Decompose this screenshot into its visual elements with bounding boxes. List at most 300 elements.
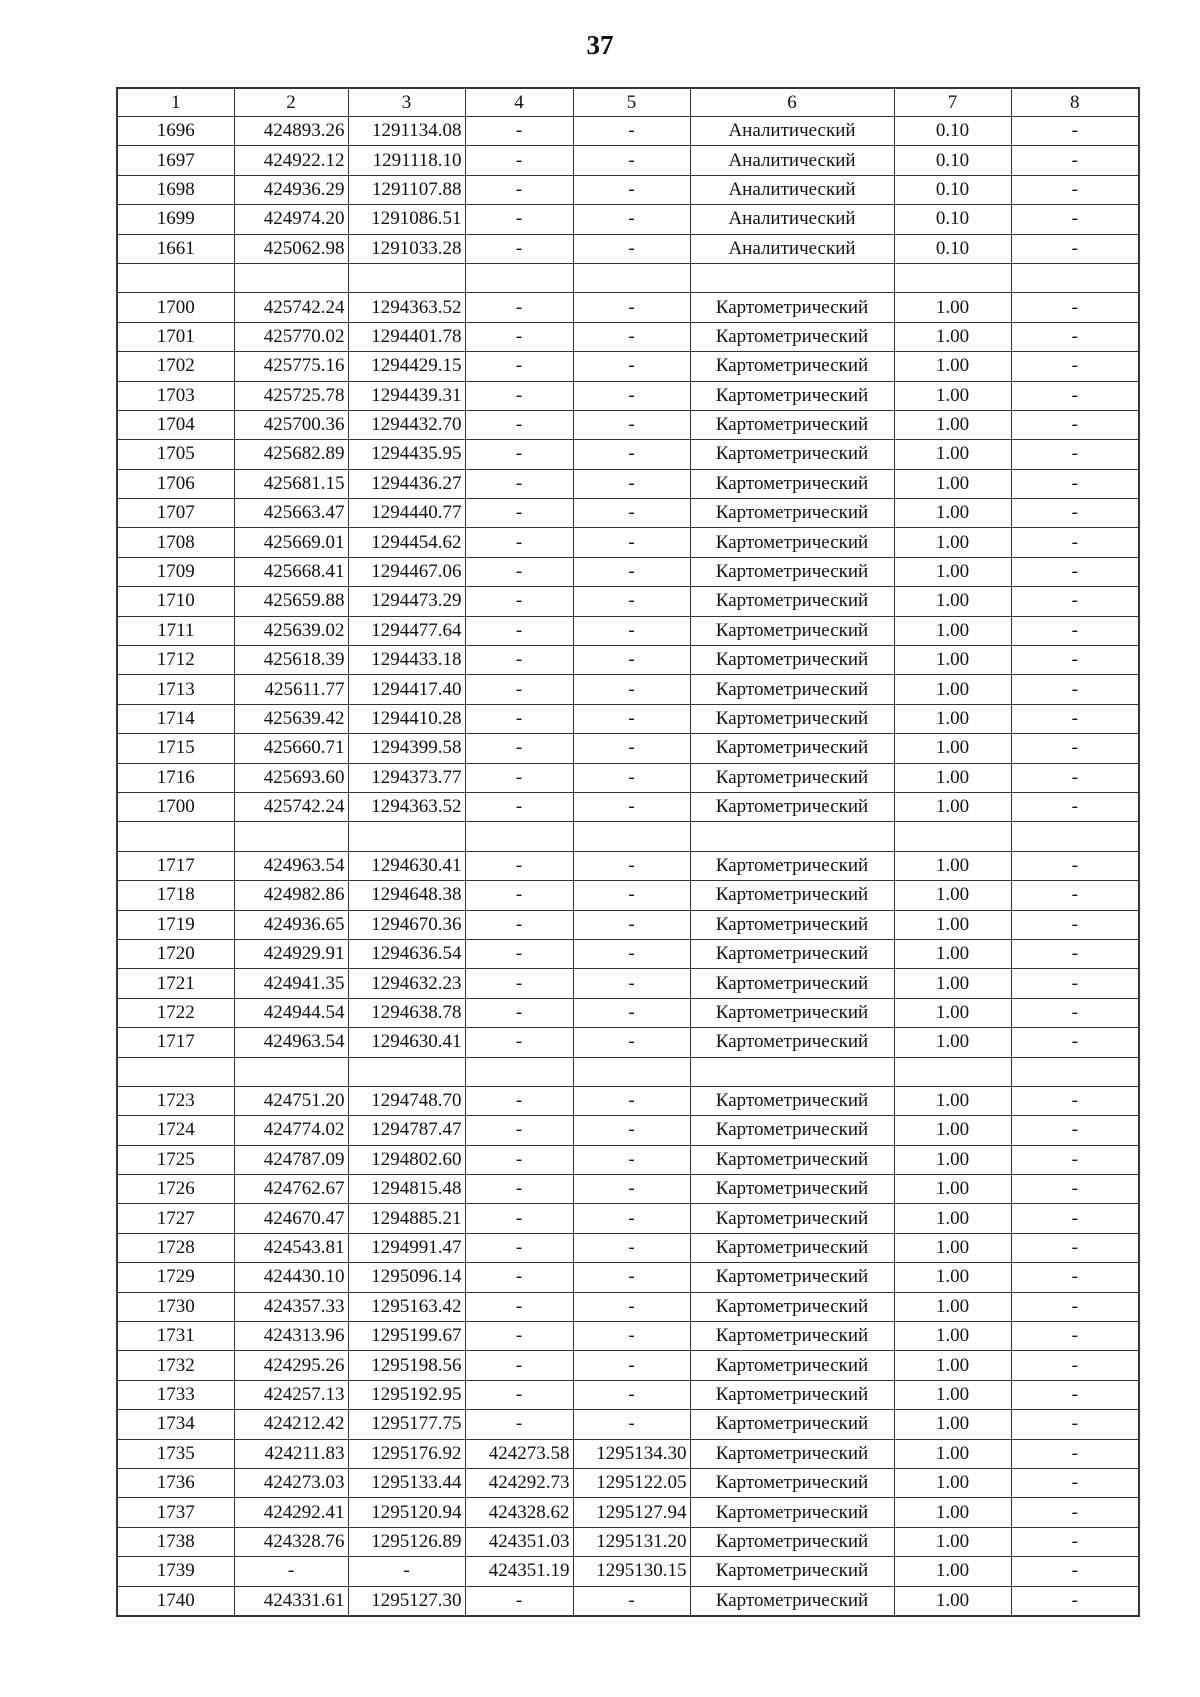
table-cell-col-3: 1294440.77: [348, 499, 465, 528]
table-cell-col-8: -: [1011, 146, 1139, 175]
table-cell-col-7: 1.00: [894, 646, 1011, 675]
table-cell-col-6: Картометрический: [690, 616, 894, 645]
table-cell-col-6: Картометрический: [690, 1351, 894, 1380]
table-row: [117, 469, 1139, 498]
table-cell-col-1: 1700: [117, 293, 234, 322]
table-cell-col-5: -: [573, 205, 690, 234]
table-cell-col-8: -: [1011, 205, 1139, 234]
table-cell-col-7: 1.00: [894, 910, 1011, 939]
table-cell-col-1: 1717: [117, 851, 234, 880]
table-row: [117, 117, 1139, 146]
table-cell-col-8: -: [1011, 763, 1139, 792]
table-row: [117, 205, 1139, 234]
table-cell-col-5: -: [573, 322, 690, 351]
table-cell-col-5: -: [573, 792, 690, 821]
table-cell-col-8: -: [1011, 1233, 1139, 1262]
table-cell-col-1: 1732: [117, 1351, 234, 1380]
table-cell-col-8: [1011, 822, 1139, 851]
table-cell-col-1: 1724: [117, 1116, 234, 1145]
table-cell-col-3: 1294373.77: [348, 763, 465, 792]
table-cell-col-5: -: [573, 117, 690, 146]
table-cell-col-2: 424295.26: [234, 1351, 348, 1380]
table-cell-col-2: 425639.42: [234, 704, 348, 733]
table-cell-col-5: -: [573, 939, 690, 968]
table-cell-col-1: [117, 822, 234, 851]
table-cell-col-4: -: [465, 998, 573, 1027]
table-cell-col-7: 1.00: [894, 704, 1011, 733]
table-cell-col-5: -: [573, 616, 690, 645]
table-cell-col-1: 1728: [117, 1233, 234, 1262]
table-cell-col-1: 1726: [117, 1175, 234, 1204]
table-cell-col-4: -: [465, 587, 573, 616]
table-cell-col-5: -: [573, 704, 690, 733]
table-cell-col-2: 424357.33: [234, 1292, 348, 1321]
table-cell-col-1: 1709: [117, 557, 234, 586]
table-cell-col-4: -: [465, 1086, 573, 1115]
table-cell-col-4: -: [465, 117, 573, 146]
table-cell-col-2: 425660.71: [234, 734, 348, 763]
table-cell-col-4: 424351.03: [465, 1527, 573, 1556]
table-cell-col-1: 1722: [117, 998, 234, 1027]
table-cell-col-1: 1698: [117, 175, 234, 204]
table-cell-col-3: 1294477.64: [348, 616, 465, 645]
table-cell-col-7: 1.00: [894, 1028, 1011, 1057]
table-cell-col-6: Картометрический: [690, 1586, 894, 1616]
table-cell-col-2: 424313.96: [234, 1322, 348, 1351]
table-cell-col-6: Картометрический: [690, 1410, 894, 1439]
table-cell-col-3: 1295176.92: [348, 1439, 465, 1468]
table-cell-col-1: 1734: [117, 1410, 234, 1439]
table-cell-col-6: Картометрический: [690, 1263, 894, 1292]
table-cell-col-2: 424974.20: [234, 205, 348, 234]
table-cell-col-2: 424331.61: [234, 1586, 348, 1616]
table-cell-col-8: -: [1011, 969, 1139, 998]
table-cell-col-2: 425663.47: [234, 499, 348, 528]
table-cell-col-5: -: [573, 969, 690, 998]
table-cell-col-4: -: [465, 1175, 573, 1204]
table-cell-col-8: -: [1011, 1028, 1139, 1057]
table-cell-col-5: -: [573, 1263, 690, 1292]
table-cell-col-4: -: [465, 910, 573, 939]
table-cell-col-7: 0.10: [894, 234, 1011, 263]
table-cell-col-4: -: [465, 1116, 573, 1145]
table-cell-col-4: -: [465, 1028, 573, 1057]
table-cell-col-7: 1.00: [894, 557, 1011, 586]
column-header-3: 3: [348, 88, 465, 117]
table-cell-col-7: 1.00: [894, 1233, 1011, 1262]
table-cell-col-3: 1294630.41: [348, 851, 465, 880]
table-cell-col-3: 1294885.21: [348, 1204, 465, 1233]
table-row: [117, 1498, 1139, 1527]
table-cell-col-1: 1706: [117, 469, 234, 498]
table-cell-col-7: [894, 822, 1011, 851]
table-cell-col-1: 1725: [117, 1145, 234, 1174]
table-cell-col-3: 1295096.14: [348, 1263, 465, 1292]
table-cell-col-6: Картометрический: [690, 1557, 894, 1586]
table-cell-col-3: 1294815.48: [348, 1175, 465, 1204]
table-cell-col-1: 1733: [117, 1380, 234, 1409]
table-cell-col-3: 1294787.47: [348, 1116, 465, 1145]
table-cell-col-8: -: [1011, 117, 1139, 146]
table-cell-col-2: 424922.12: [234, 146, 348, 175]
table-row: [117, 528, 1139, 557]
table-cell-col-4: -: [465, 557, 573, 586]
table-cell-col-5: -: [573, 1028, 690, 1057]
table-cell-col-8: -: [1011, 293, 1139, 322]
table-cell-col-6: Картометрический: [690, 792, 894, 821]
table-cell-col-7: 1.00: [894, 939, 1011, 968]
table-cell-col-1: 1735: [117, 1439, 234, 1468]
table-cell-col-1: 1738: [117, 1527, 234, 1556]
table-cell-col-6: [690, 822, 894, 851]
table-cell-col-4: 424328.62: [465, 1498, 573, 1527]
table-cell-col-8: -: [1011, 1116, 1139, 1145]
table-cell-col-5: -: [573, 352, 690, 381]
table-cell-col-5: -: [573, 910, 690, 939]
table-cell-col-7: 1.00: [894, 1145, 1011, 1174]
table-cell-col-1: 1716: [117, 763, 234, 792]
table-cell-col-8: -: [1011, 881, 1139, 910]
table-cell-col-4: -: [465, 646, 573, 675]
table-cell-col-2: 424929.91: [234, 939, 348, 968]
table-cell-col-8: -: [1011, 939, 1139, 968]
table-cell-col-6: Картометрический: [690, 1292, 894, 1321]
table-cell-col-7: 1.00: [894, 1292, 1011, 1321]
table-cell-col-8: -: [1011, 675, 1139, 704]
column-header-4: 4: [465, 88, 573, 117]
table-row: [117, 1557, 1139, 1586]
table-cell-col-2: 425611.77: [234, 675, 348, 704]
table-cell-col-6: Картометрический: [690, 1439, 894, 1468]
table-cell-col-8: -: [1011, 410, 1139, 439]
table-cell-col-4: -: [465, 293, 573, 322]
table-cell-col-1: 1704: [117, 410, 234, 439]
table-cell-col-2: 424893.26: [234, 117, 348, 146]
table-cell-col-4: -: [465, 675, 573, 704]
table-row: [117, 792, 1139, 821]
table-cell-col-7: 1.00: [894, 792, 1011, 821]
table-cell-col-7: 1.00: [894, 1263, 1011, 1292]
table-header-row: [117, 88, 1139, 117]
table-cell-col-5: -: [573, 587, 690, 616]
table-cell-col-6: Картометрический: [690, 322, 894, 351]
table-cell-col-1: 1710: [117, 587, 234, 616]
table-cell-col-2: 424982.86: [234, 881, 348, 910]
table-cell-col-6: Картометрический: [690, 998, 894, 1027]
table-row: [117, 1322, 1139, 1351]
table-cell-col-6: Картометрический: [690, 352, 894, 381]
table-cell-col-1: 1697: [117, 146, 234, 175]
table-cell-col-3: 1291134.08: [348, 117, 465, 146]
table-cell-col-8: -: [1011, 851, 1139, 880]
table-cell-col-3: 1294991.47: [348, 1233, 465, 1262]
table-cell-col-7: 1.00: [894, 881, 1011, 910]
table-cell-col-7: 1.00: [894, 851, 1011, 880]
table-cell-col-5: -: [573, 146, 690, 175]
table-cell-col-6: Картометрический: [690, 910, 894, 939]
table-cell-col-7: 1.00: [894, 587, 1011, 616]
table-cell-col-5: [573, 263, 690, 292]
table-cell-col-2: [234, 1057, 348, 1086]
table-cell-col-6: Картометрический: [690, 499, 894, 528]
table-cell-col-7: 1.00: [894, 1086, 1011, 1115]
table-row: [117, 998, 1139, 1027]
table-cell-col-4: -: [465, 1586, 573, 1616]
table-cell-col-3: 1291033.28: [348, 234, 465, 263]
table-cell-col-8: -: [1011, 1175, 1139, 1204]
table-cell-col-5: 1295122.05: [573, 1468, 690, 1497]
table-cell-col-2: 425669.01: [234, 528, 348, 557]
table-cell-col-7: 0.10: [894, 175, 1011, 204]
table-cell-col-3: 1294410.28: [348, 704, 465, 733]
table-cell-col-3: 1295177.75: [348, 1410, 465, 1439]
table-cell-col-1: 1711: [117, 616, 234, 645]
table-cell-col-3: 1294467.06: [348, 557, 465, 586]
table-cell-col-4: 424273.58: [465, 1439, 573, 1468]
table-cell-col-5: -: [573, 1145, 690, 1174]
table-row: [117, 1439, 1139, 1468]
table-cell-col-1: 1729: [117, 1263, 234, 1292]
table-cell-col-6: Картометрический: [690, 469, 894, 498]
table-cell-col-7: 1.00: [894, 763, 1011, 792]
table-cell-col-4: -: [465, 146, 573, 175]
table-row: [117, 1145, 1139, 1174]
table-cell-col-5: -: [573, 881, 690, 910]
table-cell-col-2: 424212.42: [234, 1410, 348, 1439]
table-cell-col-3: 1295199.67: [348, 1322, 465, 1351]
table-cell-col-3: 1294648.38: [348, 881, 465, 910]
table-cell-col-8: -: [1011, 1292, 1139, 1321]
table-cell-col-6: Картометрический: [690, 381, 894, 410]
table-cell-col-1: 1661: [117, 234, 234, 263]
table-cell-col-7: 1.00: [894, 322, 1011, 351]
table-cell-col-4: [465, 822, 573, 851]
table-cell-col-5: 1295131.20: [573, 1527, 690, 1556]
table-cell-col-6: Аналитический: [690, 234, 894, 263]
table-cell-col-7: 1.00: [894, 969, 1011, 998]
table-cell-col-7: 1.00: [894, 1439, 1011, 1468]
table-cell-col-3: 1294363.52: [348, 792, 465, 821]
table-cell-col-8: -: [1011, 1263, 1139, 1292]
table-cell-col-5: -: [573, 175, 690, 204]
table-cell-col-7: 1.00: [894, 1498, 1011, 1527]
table-cell-col-4: -: [465, 381, 573, 410]
table-cell-col-1: 1714: [117, 704, 234, 733]
table-cell-col-5: -: [573, 1116, 690, 1145]
table-cell-col-3: 1294435.95: [348, 440, 465, 469]
table-cell-col-3: 1295127.30: [348, 1586, 465, 1616]
table-cell-col-8: -: [1011, 616, 1139, 645]
table-row: [117, 1057, 1139, 1086]
table-cell-col-3: [348, 1057, 465, 1086]
table-cell-col-2: 424211.83: [234, 1439, 348, 1468]
table-cell-col-1: [117, 263, 234, 292]
table-cell-col-1: 1708: [117, 528, 234, 557]
table-cell-col-7: 1.00: [894, 352, 1011, 381]
table-cell-col-8: -: [1011, 910, 1139, 939]
table-cell-col-3: 1294670.36: [348, 910, 465, 939]
table-cell-col-1: 1701: [117, 322, 234, 351]
table-cell-col-6: Картометрический: [690, 734, 894, 763]
table-cell-col-7: 1.00: [894, 1380, 1011, 1409]
table-cell-col-7: 0.10: [894, 117, 1011, 146]
table-cell-col-4: -: [465, 322, 573, 351]
table-cell-col-3: 1294401.78: [348, 322, 465, 351]
table-cell-col-8: -: [1011, 499, 1139, 528]
table-cell-col-2: 425725.78: [234, 381, 348, 410]
table-cell-col-6: Аналитический: [690, 175, 894, 204]
table-cell-col-3: 1294632.23: [348, 969, 465, 998]
table-cell-col-2: 425693.60: [234, 763, 348, 792]
table-cell-col-7: 1.00: [894, 734, 1011, 763]
column-header-1: 1: [117, 88, 234, 117]
table-cell-col-5: -: [573, 675, 690, 704]
table-cell-col-1: 1702: [117, 352, 234, 381]
table-cell-col-3: 1294802.60: [348, 1145, 465, 1174]
table-cell-col-3: 1294363.52: [348, 293, 465, 322]
table-row: [117, 734, 1139, 763]
table-cell-col-7: 1.00: [894, 1468, 1011, 1497]
table-row: [117, 851, 1139, 880]
table-row: [117, 381, 1139, 410]
table-cell-col-1: 1699: [117, 205, 234, 234]
table-cell-col-1: [117, 1057, 234, 1086]
table-cell-col-6: Картометрический: [690, 1204, 894, 1233]
table-cell-col-1: 1737: [117, 1498, 234, 1527]
table-cell-col-1: 1715: [117, 734, 234, 763]
table-cell-col-6: Картометрический: [690, 646, 894, 675]
table-cell-col-6: Картометрический: [690, 704, 894, 733]
table-row: [117, 352, 1139, 381]
table-cell-col-2: 424257.13: [234, 1380, 348, 1409]
table-cell-col-8: -: [1011, 1410, 1139, 1439]
table-cell-col-4: -: [465, 469, 573, 498]
table-row: [117, 881, 1139, 910]
table-cell-col-7: 1.00: [894, 410, 1011, 439]
table-cell-col-3: 1295133.44: [348, 1468, 465, 1497]
table-cell-col-2: 424774.02: [234, 1116, 348, 1145]
table-cell-col-6: Аналитический: [690, 205, 894, 234]
table-cell-col-6: Картометрический: [690, 440, 894, 469]
table-cell-col-8: -: [1011, 1351, 1139, 1380]
table-cell-col-6: Картометрический: [690, 528, 894, 557]
table-cell-col-8: -: [1011, 1498, 1139, 1527]
table-cell-col-1: 1720: [117, 939, 234, 968]
table-cell-col-3: 1295198.56: [348, 1351, 465, 1380]
table-cell-col-3: 1294636.54: [348, 939, 465, 968]
table-cell-col-7: 1.00: [894, 440, 1011, 469]
table-cell-col-2: 424328.76: [234, 1527, 348, 1556]
table-cell-col-5: -: [573, 1380, 690, 1409]
table-cell-col-4: 424292.73: [465, 1468, 573, 1497]
table-cell-col-7: 1.00: [894, 528, 1011, 557]
table-cell-col-4: -: [465, 763, 573, 792]
table-cell-col-8: -: [1011, 234, 1139, 263]
table-row: [117, 910, 1139, 939]
table-cell-col-4: -: [465, 881, 573, 910]
table-cell-col-2: 424944.54: [234, 998, 348, 1027]
table-row: [117, 1028, 1139, 1057]
table-row: [117, 1380, 1139, 1409]
table-cell-col-5: 1295127.94: [573, 1498, 690, 1527]
table-cell-col-2: 424936.29: [234, 175, 348, 204]
table-cell-col-4: -: [465, 1322, 573, 1351]
table-cell-col-4: -: [465, 440, 573, 469]
table-cell-col-5: -: [573, 851, 690, 880]
table-row: [117, 822, 1139, 851]
table-cell-col-5: -: [573, 557, 690, 586]
table-row: [117, 969, 1139, 998]
table-row: [117, 939, 1139, 968]
table-cell-col-3: 1295163.42: [348, 1292, 465, 1321]
table-cell-col-5: -: [573, 998, 690, 1027]
table-cell-col-3: 1295192.95: [348, 1380, 465, 1409]
table-cell-col-1: 1713: [117, 675, 234, 704]
table-cell-col-3: 1291107.88: [348, 175, 465, 204]
table-cell-col-4: -: [465, 734, 573, 763]
table-cell-col-4: 424351.19: [465, 1557, 573, 1586]
table-cell-col-2: 425062.98: [234, 234, 348, 263]
table-cell-col-8: -: [1011, 646, 1139, 675]
table-cell-col-6: Аналитический: [690, 117, 894, 146]
table-cell-col-5: 1295130.15: [573, 1557, 690, 1586]
table-cell-col-5: -: [573, 1410, 690, 1439]
page-number: 37: [586, 30, 614, 60]
table-cell-col-2: 424430.10: [234, 1263, 348, 1292]
table-cell-col-7: 1.00: [894, 1410, 1011, 1439]
table-cell-col-4: -: [465, 616, 573, 645]
table-cell-col-5: -: [573, 1292, 690, 1321]
table-cell-col-1: 1719: [117, 910, 234, 939]
table-cell-col-6: Картометрический: [690, 410, 894, 439]
table-cell-col-6: Картометрический: [690, 1028, 894, 1057]
table-cell-col-5: -: [573, 734, 690, 763]
table-cell-col-2: 424762.67: [234, 1175, 348, 1204]
table-cell-col-7: 1.00: [894, 293, 1011, 322]
table-cell-col-2: -: [234, 1557, 348, 1586]
table-cell-col-8: -: [1011, 557, 1139, 586]
table-row: [117, 1292, 1139, 1321]
table-cell-col-4: -: [465, 234, 573, 263]
table-row: [117, 1116, 1139, 1145]
table-cell-col-4: -: [465, 175, 573, 204]
table-cell-col-4: -: [465, 1380, 573, 1409]
table-cell-col-2: 424963.54: [234, 851, 348, 880]
table-cell-col-2: 424273.03: [234, 1468, 348, 1497]
table-cell-col-5: -: [573, 293, 690, 322]
table-cell-col-1: 1707: [117, 499, 234, 528]
table-cell-col-5: -: [573, 410, 690, 439]
table-cell-col-6: Картометрический: [690, 293, 894, 322]
table-row: [117, 440, 1139, 469]
table-row: [117, 675, 1139, 704]
table-cell-col-5: -: [573, 1322, 690, 1351]
table-cell-col-5: -: [573, 234, 690, 263]
table-cell-col-8: [1011, 1057, 1139, 1086]
table-cell-col-5: -: [573, 469, 690, 498]
table-cell-col-5: -: [573, 440, 690, 469]
table-cell-col-7: 1.00: [894, 1175, 1011, 1204]
table-cell-col-1: 1727: [117, 1204, 234, 1233]
table-cell-col-7: 1.00: [894, 616, 1011, 645]
table-cell-col-3: 1294439.31: [348, 381, 465, 410]
table-cell-col-3: [348, 263, 465, 292]
table-cell-col-4: -: [465, 851, 573, 880]
table-cell-col-4: -: [465, 1233, 573, 1262]
table-cell-col-1: 1718: [117, 881, 234, 910]
table-cell-col-1: 1739: [117, 1557, 234, 1586]
table-cell-col-3: 1294748.70: [348, 1086, 465, 1115]
